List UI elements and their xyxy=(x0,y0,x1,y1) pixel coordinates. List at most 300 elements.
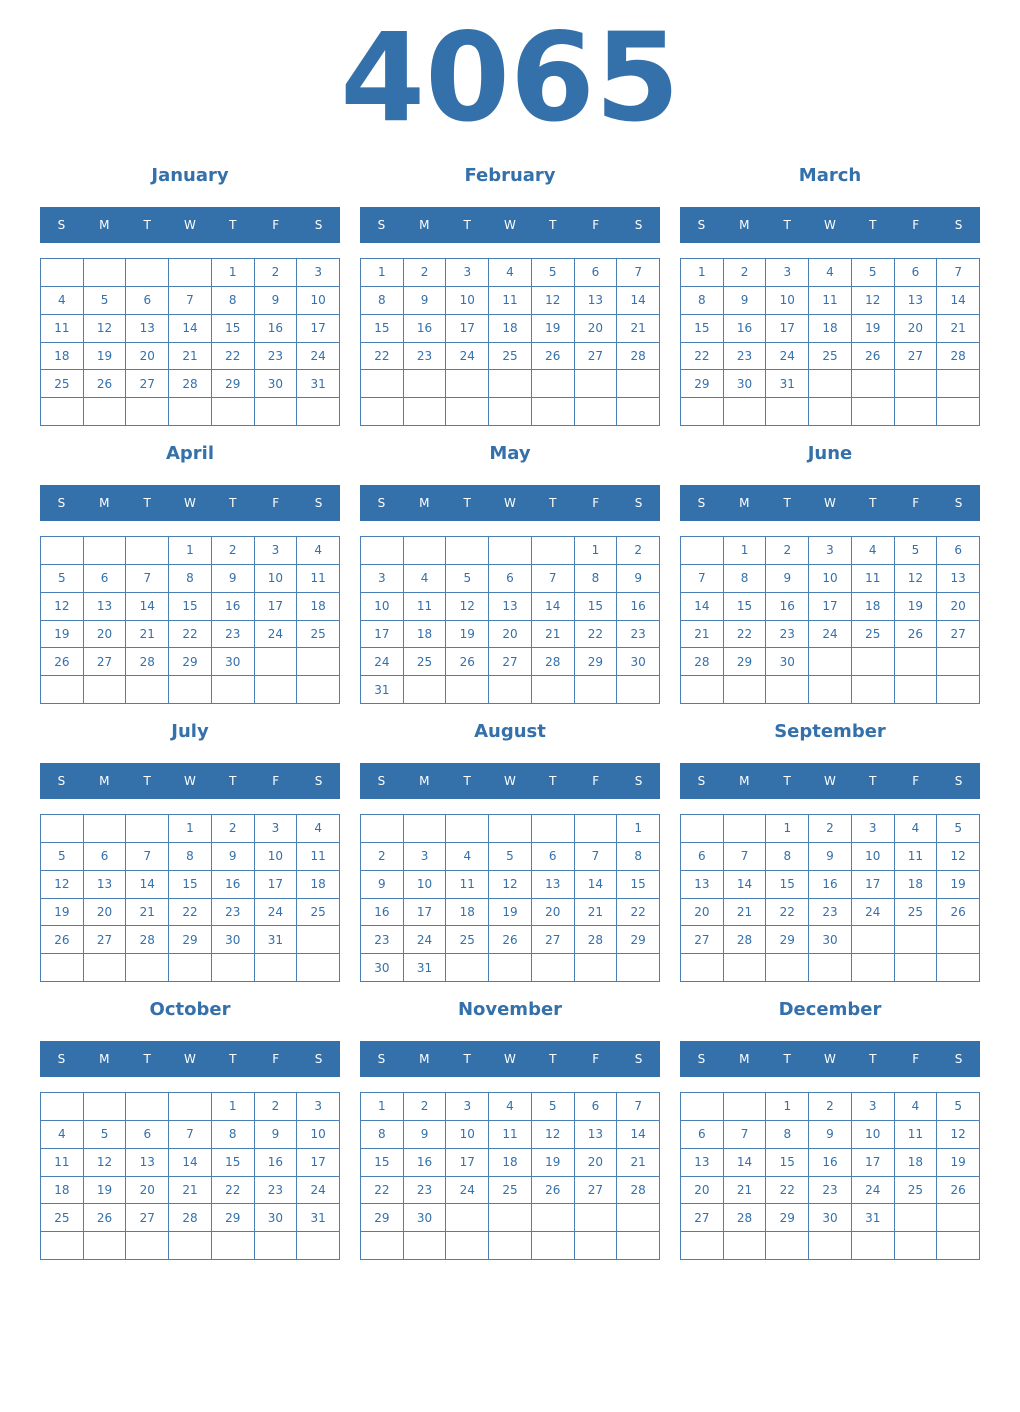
empty-day-cell xyxy=(617,954,660,982)
day-cell: 28 xyxy=(169,370,212,398)
day-cell: 12 xyxy=(84,1149,127,1177)
day-cell: 9 xyxy=(404,1121,447,1149)
day-cell: 17 xyxy=(255,871,298,899)
empty-day-cell xyxy=(724,676,767,704)
day-cell: 17 xyxy=(404,899,447,927)
empty-day-cell xyxy=(937,648,980,676)
day-cell: 26 xyxy=(41,648,84,676)
weekday-header xyxy=(360,485,660,521)
weekday-label: S xyxy=(697,496,706,510)
day-cell: 24 xyxy=(852,1177,895,1205)
weekday-label: T xyxy=(549,218,557,232)
empty-day-cell xyxy=(41,676,84,704)
day-cell: 27 xyxy=(575,343,618,371)
day-cell: 14 xyxy=(681,593,724,621)
weekday-label: S xyxy=(954,496,963,510)
month-july xyxy=(40,716,340,986)
day-cell: 5 xyxy=(84,287,127,315)
day-cell: 24 xyxy=(255,621,298,649)
day-cell: 29 xyxy=(169,926,212,954)
empty-day-cell xyxy=(852,954,895,982)
day-cell: 29 xyxy=(212,370,255,398)
weekday-label: S xyxy=(634,218,643,232)
month-name: September xyxy=(774,721,886,742)
day-cell: 11 xyxy=(489,1121,532,1149)
day-cell: 2 xyxy=(212,815,255,843)
day-cell: 12 xyxy=(937,1121,980,1149)
weekday-label: M xyxy=(99,496,110,510)
day-cell: 12 xyxy=(852,287,895,315)
day-cell: 8 xyxy=(617,843,660,871)
day-cell: 13 xyxy=(84,593,127,621)
day-cell: 18 xyxy=(809,315,852,343)
empty-day-cell xyxy=(41,1093,84,1121)
empty-day-cell xyxy=(404,398,447,426)
empty-day-cell xyxy=(489,398,532,426)
day-cell: 30 xyxy=(212,648,255,676)
empty-day-cell xyxy=(41,815,84,843)
day-cell: 24 xyxy=(297,343,340,371)
empty-day-cell xyxy=(126,259,169,287)
day-cell: 10 xyxy=(852,843,895,871)
day-cell: 18 xyxy=(404,621,447,649)
month-february xyxy=(360,160,660,430)
day-cell: 15 xyxy=(212,1149,255,1177)
day-cell: 26 xyxy=(446,648,489,676)
day-cell: 11 xyxy=(297,843,340,871)
weekday-label: T xyxy=(143,496,151,510)
day-cell: 26 xyxy=(84,1204,127,1232)
month-name: November xyxy=(457,999,563,1020)
day-cell: 27 xyxy=(489,648,532,676)
month-name: July xyxy=(171,721,209,742)
day-cell: 3 xyxy=(766,259,809,287)
day-cell: 8 xyxy=(361,1121,404,1149)
empty-day-cell xyxy=(617,676,660,704)
day-cell: 3 xyxy=(361,565,404,593)
day-cell: 8 xyxy=(766,1121,809,1149)
day-cell: 27 xyxy=(532,926,575,954)
day-cell: 16 xyxy=(212,593,255,621)
day-cell: 18 xyxy=(489,315,532,343)
empty-day-cell xyxy=(575,815,618,843)
day-cell: 25 xyxy=(489,343,532,371)
weekday-header xyxy=(40,485,340,521)
empty-day-cell xyxy=(41,537,84,565)
day-cell: 6 xyxy=(681,843,724,871)
day-cell: 11 xyxy=(41,1149,84,1177)
day-cell: 9 xyxy=(809,1121,852,1149)
empty-day-cell xyxy=(575,1204,618,1232)
day-cell: 16 xyxy=(404,1149,447,1177)
day-cell: 14 xyxy=(169,1149,212,1177)
weekday-label: T xyxy=(463,1052,471,1066)
day-cell: 6 xyxy=(575,259,618,287)
empty-day-cell xyxy=(404,815,447,843)
day-cell: 12 xyxy=(532,287,575,315)
day-cell: 28 xyxy=(937,343,980,371)
weekday-label: F xyxy=(272,774,280,788)
empty-day-cell xyxy=(532,1232,575,1260)
day-cell: 23 xyxy=(361,926,404,954)
empty-day-cell xyxy=(681,815,724,843)
days-grid xyxy=(360,814,660,982)
day-cell: 19 xyxy=(84,1177,127,1205)
weekday-label: T xyxy=(783,218,791,232)
day-cell: 3 xyxy=(852,815,895,843)
day-cell: 9 xyxy=(255,1121,298,1149)
day-cell: 27 xyxy=(575,1177,618,1205)
day-cell: 8 xyxy=(361,287,404,315)
empty-day-cell xyxy=(681,398,724,426)
day-cell: 17 xyxy=(361,621,404,649)
empty-day-cell xyxy=(532,1204,575,1232)
month-name: December xyxy=(778,999,882,1020)
day-cell: 12 xyxy=(446,593,489,621)
empty-day-cell xyxy=(404,1232,447,1260)
empty-day-cell xyxy=(895,954,938,982)
day-cell: 1 xyxy=(169,537,212,565)
empty-day-cell xyxy=(446,1204,489,1232)
empty-day-cell xyxy=(809,676,852,704)
day-cell: 3 xyxy=(852,1093,895,1121)
weekday-label: S xyxy=(314,774,323,788)
weekday-label: S xyxy=(954,1052,963,1066)
empty-day-cell xyxy=(169,1232,212,1260)
weekday-label: M xyxy=(99,774,110,788)
weekday-header xyxy=(40,1041,340,1077)
empty-day-cell xyxy=(766,954,809,982)
day-cell: 21 xyxy=(126,621,169,649)
day-cell: 2 xyxy=(404,1093,447,1121)
month-may xyxy=(360,438,660,708)
empty-day-cell xyxy=(361,398,404,426)
empty-day-cell xyxy=(404,676,447,704)
weekday-label: S xyxy=(314,218,323,232)
day-cell: 22 xyxy=(724,621,767,649)
day-cell: 25 xyxy=(41,370,84,398)
day-cell: 17 xyxy=(809,593,852,621)
day-cell: 23 xyxy=(212,899,255,927)
weekday-label: T xyxy=(869,496,877,510)
empty-day-cell xyxy=(937,926,980,954)
day-cell: 24 xyxy=(446,1177,489,1205)
day-cell: 27 xyxy=(84,648,127,676)
empty-day-cell xyxy=(895,398,938,426)
empty-day-cell xyxy=(895,648,938,676)
day-cell: 24 xyxy=(361,648,404,676)
empty-day-cell xyxy=(41,398,84,426)
day-cell: 21 xyxy=(575,899,618,927)
weekday-label: F xyxy=(272,1052,280,1066)
day-cell: 21 xyxy=(681,621,724,649)
day-cell: 22 xyxy=(361,343,404,371)
day-cell: 26 xyxy=(84,370,127,398)
day-cell: 24 xyxy=(404,926,447,954)
day-cell: 9 xyxy=(809,843,852,871)
weekday-label: W xyxy=(824,496,836,510)
empty-day-cell xyxy=(255,1232,298,1260)
day-cell: 6 xyxy=(681,1121,724,1149)
day-cell: 21 xyxy=(126,899,169,927)
empty-day-cell xyxy=(937,954,980,982)
empty-day-cell xyxy=(617,1232,660,1260)
day-cell: 22 xyxy=(169,621,212,649)
day-cell: 14 xyxy=(126,593,169,621)
day-cell: 16 xyxy=(617,593,660,621)
day-cell: 29 xyxy=(361,1204,404,1232)
day-cell: 14 xyxy=(937,287,980,315)
days-grid xyxy=(360,536,660,704)
days-grid xyxy=(680,814,980,982)
day-cell: 24 xyxy=(446,343,489,371)
day-cell: 19 xyxy=(895,593,938,621)
day-cell: 17 xyxy=(297,315,340,343)
day-cell: 10 xyxy=(766,287,809,315)
empty-day-cell xyxy=(532,954,575,982)
day-cell: 31 xyxy=(361,676,404,704)
day-cell: 10 xyxy=(361,593,404,621)
weekday-label: T xyxy=(229,218,237,232)
day-cell: 11 xyxy=(489,287,532,315)
empty-day-cell xyxy=(575,676,618,704)
day-cell: 23 xyxy=(724,343,767,371)
weekday-label: T xyxy=(869,774,877,788)
month-march xyxy=(680,160,980,430)
day-cell: 30 xyxy=(255,370,298,398)
day-cell: 22 xyxy=(681,343,724,371)
year-title: 4065 xyxy=(340,7,680,149)
weekday-label: T xyxy=(783,1052,791,1066)
empty-day-cell xyxy=(297,1232,340,1260)
day-cell: 24 xyxy=(766,343,809,371)
day-cell: 22 xyxy=(212,1177,255,1205)
day-cell: 8 xyxy=(212,287,255,315)
day-cell: 10 xyxy=(404,871,447,899)
day-cell: 23 xyxy=(766,621,809,649)
weekday-label: T xyxy=(143,774,151,788)
day-cell: 21 xyxy=(724,1177,767,1205)
day-cell: 2 xyxy=(766,537,809,565)
day-cell: 28 xyxy=(724,1204,767,1232)
empty-day-cell xyxy=(446,815,489,843)
empty-day-cell xyxy=(446,398,489,426)
weekday-label: M xyxy=(739,1052,750,1066)
day-cell: 19 xyxy=(489,899,532,927)
empty-day-cell xyxy=(84,537,127,565)
day-cell: 3 xyxy=(297,259,340,287)
day-cell: 9 xyxy=(766,565,809,593)
day-cell: 20 xyxy=(84,621,127,649)
day-cell: 25 xyxy=(297,899,340,927)
empty-day-cell xyxy=(126,954,169,982)
empty-day-cell xyxy=(126,537,169,565)
day-cell: 16 xyxy=(766,593,809,621)
day-cell: 4 xyxy=(41,1121,84,1149)
day-cell: 8 xyxy=(724,565,767,593)
day-cell: 8 xyxy=(169,565,212,593)
empty-day-cell xyxy=(895,926,938,954)
month-name: March xyxy=(798,165,862,186)
day-cell: 15 xyxy=(361,315,404,343)
empty-day-cell xyxy=(446,537,489,565)
day-cell: 25 xyxy=(404,648,447,676)
day-cell: 20 xyxy=(126,343,169,371)
day-cell: 14 xyxy=(169,315,212,343)
day-cell: 1 xyxy=(169,815,212,843)
day-cell: 16 xyxy=(255,315,298,343)
day-cell: 2 xyxy=(212,537,255,565)
empty-day-cell xyxy=(126,676,169,704)
day-cell: 1 xyxy=(212,259,255,287)
day-cell: 5 xyxy=(937,815,980,843)
day-cell: 23 xyxy=(255,343,298,371)
day-cell: 6 xyxy=(126,287,169,315)
day-cell: 3 xyxy=(446,259,489,287)
day-cell: 25 xyxy=(809,343,852,371)
empty-day-cell xyxy=(809,954,852,982)
empty-day-cell xyxy=(297,954,340,982)
day-cell: 5 xyxy=(937,1093,980,1121)
empty-day-cell xyxy=(169,398,212,426)
empty-day-cell xyxy=(852,398,895,426)
day-cell: 22 xyxy=(575,621,618,649)
days-grid xyxy=(360,258,660,426)
day-cell: 5 xyxy=(852,259,895,287)
day-cell: 7 xyxy=(575,843,618,871)
day-cell: 22 xyxy=(766,1177,809,1205)
empty-day-cell xyxy=(617,398,660,426)
day-cell: 16 xyxy=(809,1149,852,1177)
day-cell: 4 xyxy=(446,843,489,871)
day-cell: 14 xyxy=(617,287,660,315)
weekday-label: S xyxy=(954,218,963,232)
empty-day-cell xyxy=(126,815,169,843)
day-cell: 26 xyxy=(937,899,980,927)
day-cell: 30 xyxy=(617,648,660,676)
empty-day-cell xyxy=(937,676,980,704)
day-cell: 10 xyxy=(852,1121,895,1149)
weekday-label: S xyxy=(57,1052,66,1066)
day-cell: 31 xyxy=(852,1204,895,1232)
day-cell: 28 xyxy=(617,1177,660,1205)
day-cell: 22 xyxy=(169,899,212,927)
empty-day-cell xyxy=(212,398,255,426)
empty-day-cell xyxy=(297,676,340,704)
day-cell: 23 xyxy=(212,621,255,649)
month-name: February xyxy=(464,165,556,186)
day-cell: 22 xyxy=(361,1177,404,1205)
day-cell: 28 xyxy=(169,1204,212,1232)
day-cell: 9 xyxy=(724,287,767,315)
day-cell: 3 xyxy=(255,537,298,565)
weekday-label: T xyxy=(463,496,471,510)
weekday-label: T xyxy=(783,496,791,510)
day-cell: 7 xyxy=(681,565,724,593)
day-cell: 20 xyxy=(575,1149,618,1177)
empty-day-cell xyxy=(169,259,212,287)
empty-day-cell xyxy=(724,1093,767,1121)
weekday-header xyxy=(360,207,660,243)
day-cell: 30 xyxy=(404,1204,447,1232)
day-cell: 29 xyxy=(724,648,767,676)
weekday-label: M xyxy=(739,774,750,788)
days-grid xyxy=(40,814,340,982)
day-cell: 12 xyxy=(489,871,532,899)
day-cell: 12 xyxy=(41,871,84,899)
month-name: June xyxy=(807,443,853,464)
day-cell: 15 xyxy=(169,593,212,621)
day-cell: 26 xyxy=(489,926,532,954)
month-name: January xyxy=(151,165,229,186)
day-cell: 17 xyxy=(446,1149,489,1177)
weekday-label: T xyxy=(549,1052,557,1066)
day-cell: 4 xyxy=(41,287,84,315)
day-cell: 4 xyxy=(895,1093,938,1121)
day-cell: 13 xyxy=(532,871,575,899)
day-cell: 16 xyxy=(212,871,255,899)
day-cell: 11 xyxy=(895,843,938,871)
day-cell: 14 xyxy=(617,1121,660,1149)
day-cell: 13 xyxy=(681,871,724,899)
weekday-label: T xyxy=(229,774,237,788)
empty-day-cell xyxy=(489,1204,532,1232)
day-cell: 25 xyxy=(41,1204,84,1232)
day-cell: 13 xyxy=(126,1149,169,1177)
days-grid xyxy=(40,258,340,426)
day-cell: 5 xyxy=(895,537,938,565)
day-cell: 17 xyxy=(766,315,809,343)
empty-day-cell xyxy=(41,1232,84,1260)
weekday-label: S xyxy=(634,496,643,510)
empty-day-cell xyxy=(255,954,298,982)
weekday-label: F xyxy=(272,218,280,232)
day-cell: 13 xyxy=(681,1149,724,1177)
day-cell: 20 xyxy=(681,1177,724,1205)
day-cell: 26 xyxy=(532,1177,575,1205)
empty-day-cell xyxy=(84,259,127,287)
month-january xyxy=(40,160,340,430)
day-cell: 14 xyxy=(724,871,767,899)
empty-day-cell xyxy=(489,370,532,398)
day-cell: 14 xyxy=(724,1149,767,1177)
empty-day-cell xyxy=(255,398,298,426)
day-cell: 23 xyxy=(404,343,447,371)
day-cell: 17 xyxy=(852,1149,895,1177)
empty-day-cell xyxy=(297,398,340,426)
day-cell: 19 xyxy=(41,899,84,927)
day-cell: 18 xyxy=(489,1149,532,1177)
empty-day-cell xyxy=(617,1204,660,1232)
day-cell: 6 xyxy=(84,843,127,871)
weekday-label: F xyxy=(912,218,920,232)
day-cell: 28 xyxy=(681,648,724,676)
empty-day-cell xyxy=(681,1093,724,1121)
day-cell: 2 xyxy=(724,259,767,287)
weekday-label: S xyxy=(634,1052,643,1066)
empty-day-cell xyxy=(532,537,575,565)
day-cell: 1 xyxy=(361,1093,404,1121)
day-cell: 19 xyxy=(532,1149,575,1177)
day-cell: 30 xyxy=(809,1204,852,1232)
weekday-label: F xyxy=(592,218,600,232)
day-cell: 6 xyxy=(126,1121,169,1149)
day-cell: 22 xyxy=(766,899,809,927)
empty-day-cell xyxy=(809,1232,852,1260)
day-cell: 12 xyxy=(41,593,84,621)
empty-day-cell xyxy=(361,537,404,565)
day-cell: 17 xyxy=(255,593,298,621)
